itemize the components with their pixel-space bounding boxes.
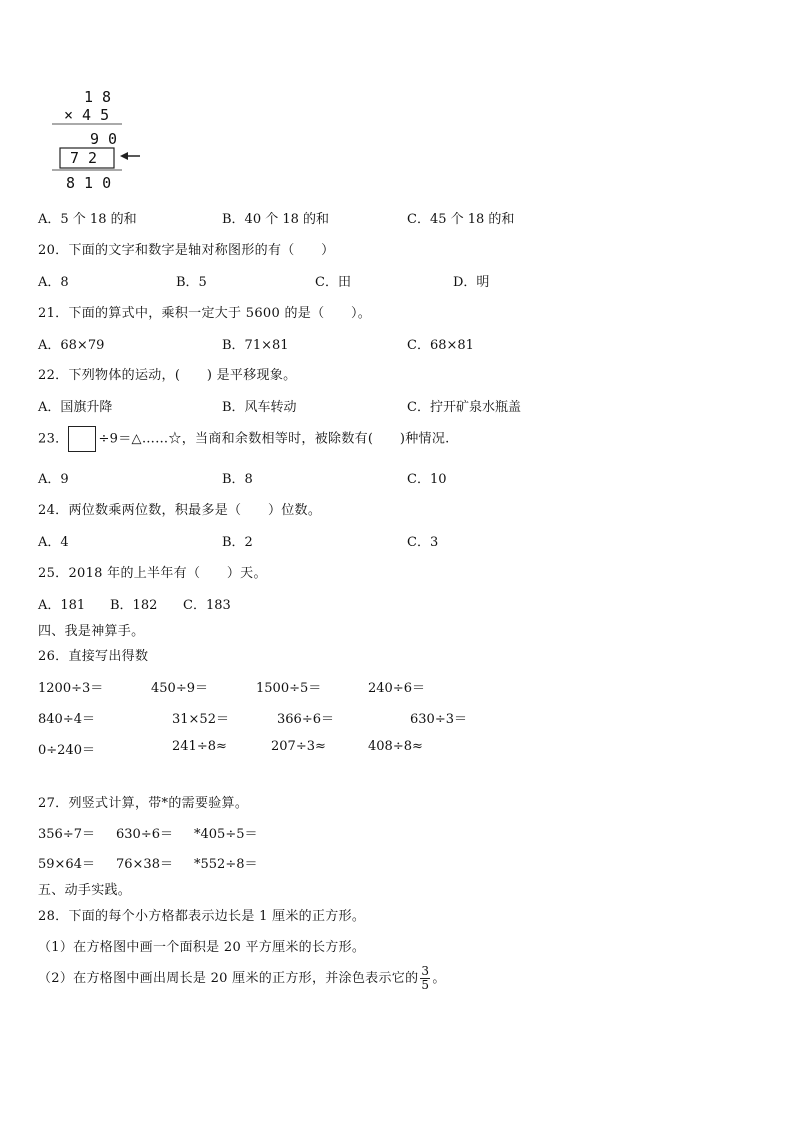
q28-sub2: （2）在方格图中画出周长是 20 厘米的正方形，并涂色表示它的 <box>38 971 419 986</box>
q26-r2-c3: 366÷6＝ <box>277 712 334 727</box>
vertical-row-5: 8 1 0 <box>66 174 112 192</box>
q25-text: 25．2018 年的上半年有（ ）天。 <box>38 566 267 581</box>
fraction <box>420 965 430 992</box>
q27-r1-c1: 356÷7＝ <box>38 827 95 842</box>
q22-text: 22．下列物体的运动，( ) 是平移现象。 <box>38 368 297 383</box>
q24-option-c[interactable]: C．3 <box>407 535 439 550</box>
q26-r3-c3: 207÷3≈ <box>271 739 326 754</box>
section-5-heading: 五、动手实践。 <box>38 883 132 898</box>
q26-r3-c1: 0÷240＝ <box>38 743 95 758</box>
q20-option-b[interactable]: B．5 <box>176 275 207 290</box>
q23-text: ÷9＝△……☆，当商和余数相等时，被除数有( )种情况. <box>98 431 450 447</box>
q26-r1-c2: 450÷9＝ <box>151 681 208 696</box>
q28-sub1: （1）在方格图中画一个面积是 20 平方厘米的长方形。 <box>38 940 366 955</box>
q23-prefix: 23． <box>38 431 69 447</box>
q24-text: 24．两位数乘两位数，积最多是（ ）位数。 <box>38 503 322 518</box>
q23-option-a[interactable]: A．9 <box>38 472 69 487</box>
q26-r3-c2: 241÷8≈ <box>172 739 227 754</box>
vertical-multiplication-figure <box>50 86 150 194</box>
q22-option-c[interactable]: C．拧开矿泉水瓶盖 <box>407 400 521 415</box>
q19-option-c[interactable]: C．45 个 18 的和 <box>407 212 515 227</box>
vertical-row-4: 7 2 <box>70 149 98 167</box>
q20-option-d[interactable]: D．明 <box>453 275 490 290</box>
q20-option-c[interactable]: C．田 <box>315 275 351 290</box>
q27-r1-c2: 630÷6＝ <box>116 827 173 842</box>
q19-option-b[interactable]: B．40 个 18 的和 <box>222 212 330 227</box>
vertical-row-1: 1 8 <box>84 88 112 106</box>
q21-option-c[interactable]: C．68×81 <box>407 338 474 353</box>
q27-r2-c2: 76×38＝ <box>116 857 173 872</box>
q26-r2-c1: 840÷4＝ <box>38 712 95 727</box>
q26-r1-c3: 1500÷5＝ <box>256 681 322 696</box>
vertical-row-2: × 4 5 <box>64 106 110 124</box>
q21-text: 21．下面的算式中，乘积一定大于 5600 的是（ ）。 <box>38 306 372 321</box>
section-4-heading: 四、我是神算手。 <box>38 624 145 639</box>
dividend-blank-box[interactable] <box>68 426 96 452</box>
q27-r2-c1: 59×64＝ <box>38 857 95 872</box>
q24-option-b[interactable]: B．2 <box>222 535 253 550</box>
q26-r2-c4: 630÷3＝ <box>410 712 467 727</box>
q27-text: 27．列竖式计算，带*的需要验算。 <box>38 796 249 811</box>
q26-r1-c1: 1200÷3＝ <box>38 681 104 696</box>
q19-option-a[interactable]: A．5 个 18 的和 <box>38 212 137 227</box>
q25-option-c[interactable]: C．183 <box>183 598 231 613</box>
q22-option-a[interactable]: A．国旗升降 <box>38 400 113 415</box>
q20-text: 20．下面的文字和数字是轴对称图形的有（ ） <box>38 243 335 258</box>
q26-text: 26．直接写出得数 <box>38 649 149 664</box>
q28-sub2-end: 。 <box>432 971 446 986</box>
q24-option-a[interactable]: A．4 <box>38 535 69 550</box>
q23-line <box>38 426 450 453</box>
q22-option-b[interactable]: B．风车转动 <box>222 400 297 415</box>
q23-option-c[interactable]: C．10 <box>407 472 447 487</box>
q27-r1-c3: *405÷5＝ <box>194 827 258 842</box>
q26-r1-c4: 240÷6＝ <box>368 681 425 696</box>
q27-r2-c3: *552÷8＝ <box>194 857 258 872</box>
q21-option-a[interactable]: A．68×79 <box>38 338 105 353</box>
q28-sub2-line <box>38 962 446 996</box>
q28-text: 28．下面的每个小方格都表示边长是 1 厘米的正方形。 <box>38 909 366 924</box>
q20-option-a[interactable]: A．8 <box>38 275 69 290</box>
q23-option-b[interactable]: B．8 <box>222 472 253 487</box>
fraction-numerator: 3 <box>421 964 430 978</box>
vertical-row-3: 9 0 <box>90 130 118 148</box>
q26-r2-c2: 31×52＝ <box>172 712 229 727</box>
q25-option-a[interactable]: A．181 <box>38 598 86 613</box>
fraction-denominator: 5 <box>421 978 430 992</box>
q26-r3-c4: 408÷8≈ <box>368 739 423 754</box>
q21-option-b[interactable]: B．71×81 <box>222 338 289 353</box>
q25-option-b[interactable]: B．182 <box>110 598 158 613</box>
